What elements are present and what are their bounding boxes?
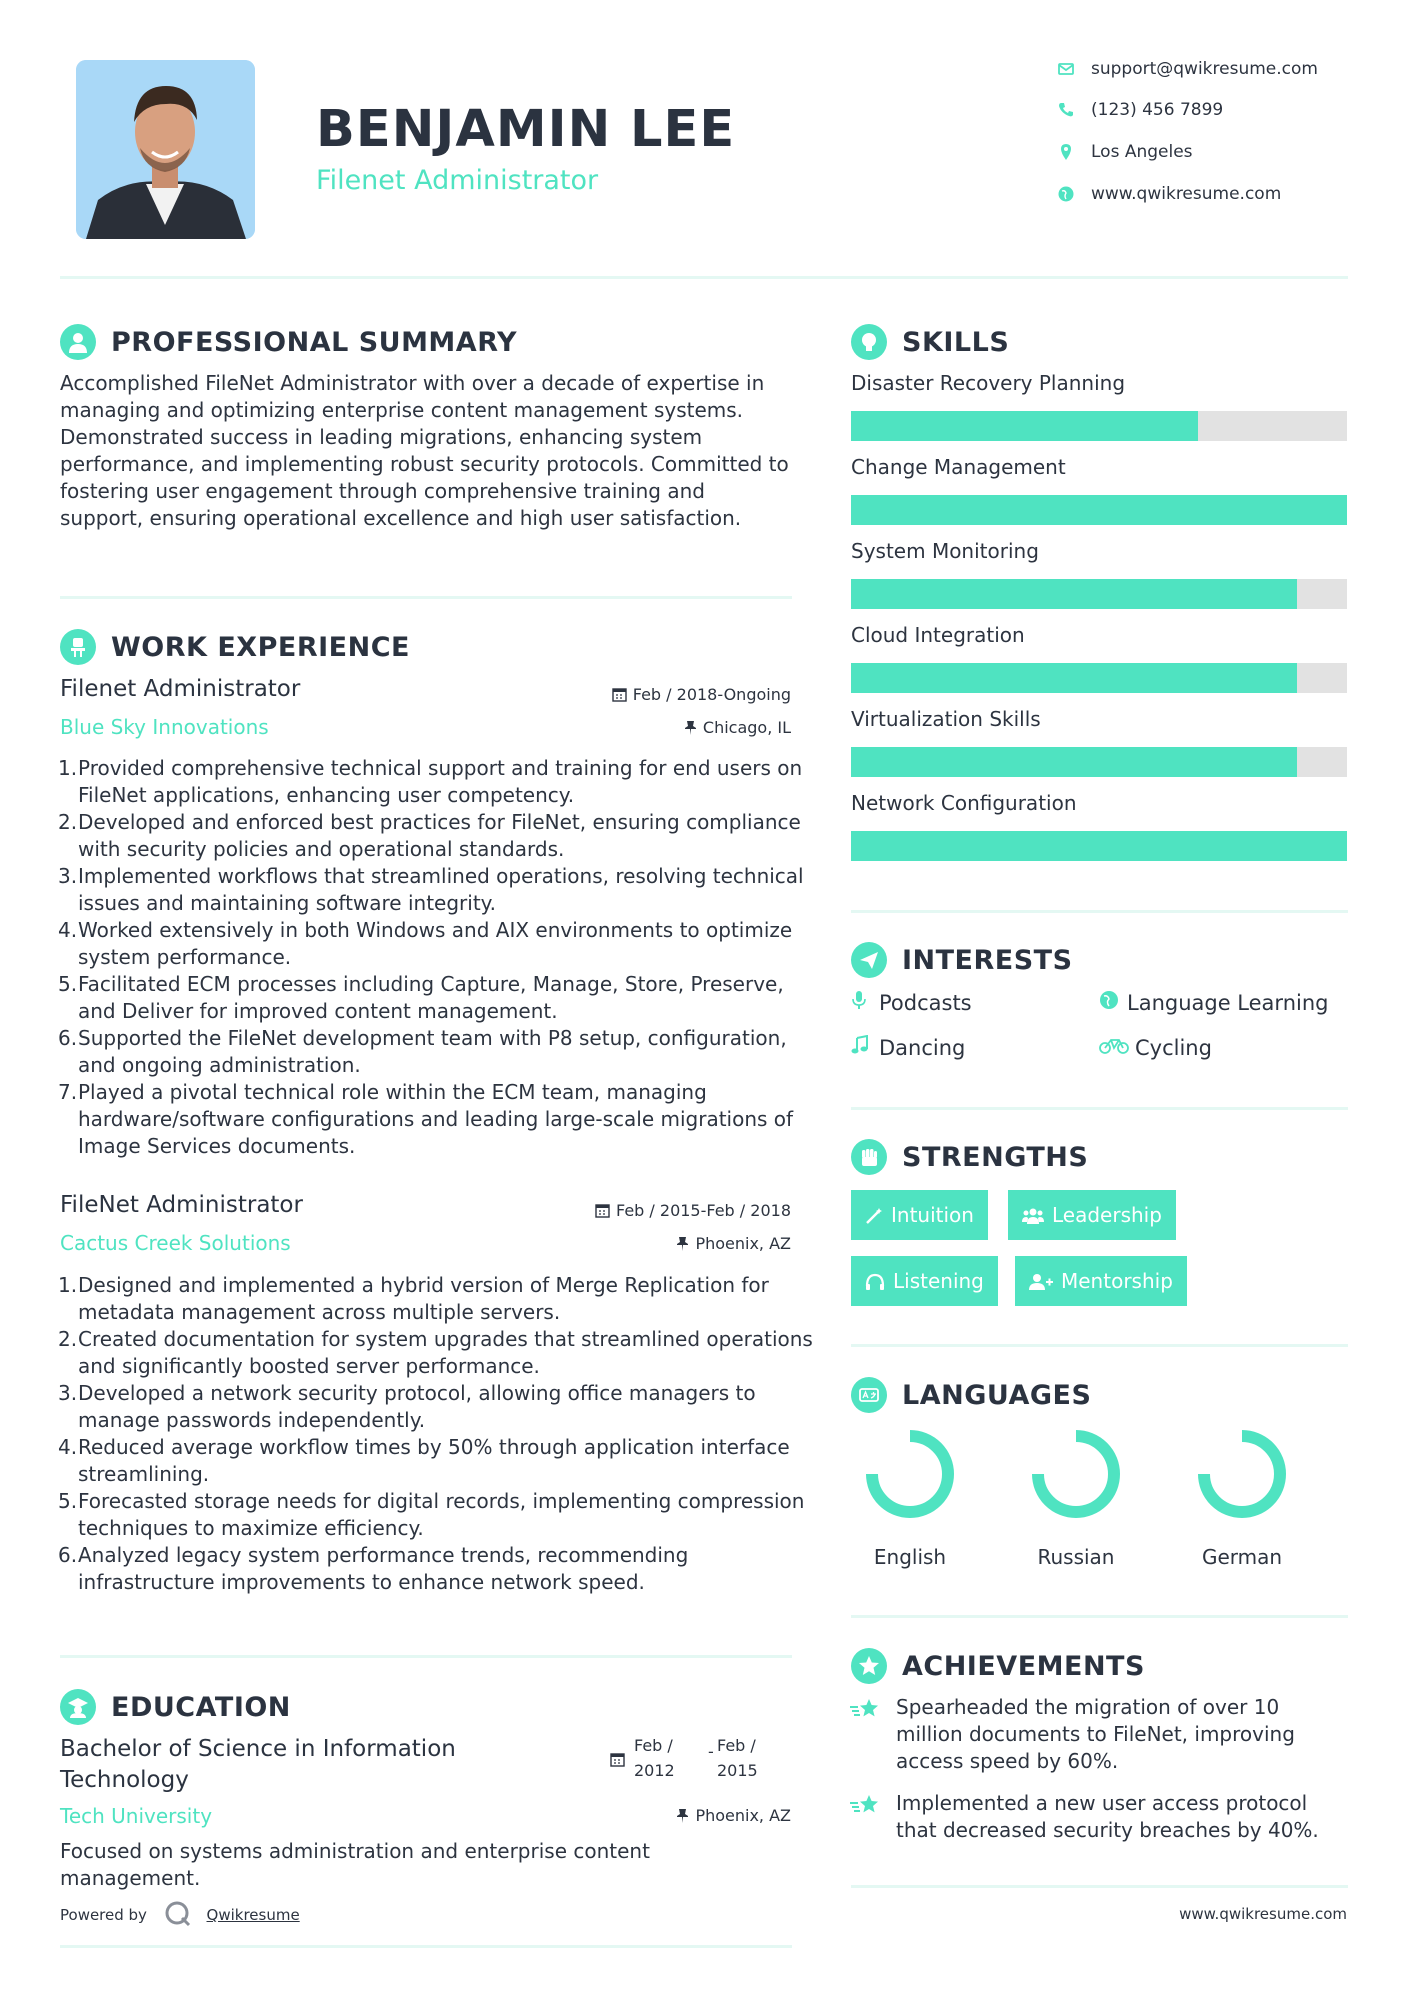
skills-section-icon (851, 324, 887, 360)
globe-icon (1057, 185, 1075, 203)
languages-divider (851, 1615, 1348, 1618)
skill-item (851, 538, 1347, 609)
skill-bar-fill (851, 495, 1347, 525)
job-2-dates (595, 1200, 791, 1222)
job-2-location-text: Phoenix, AZ (695, 1234, 791, 1253)
footer-url[interactable]: www.qwikresume.com (1179, 1905, 1347, 1923)
interest-item (1099, 1034, 1212, 1062)
education-location-text: Phoenix, AZ (695, 1806, 791, 1825)
interest-item (851, 989, 972, 1017)
education-school: Tech University (60, 1804, 213, 1828)
contact-email-text: support@qwikresume.com (1091, 59, 1318, 79)
strength-badge (1008, 1190, 1176, 1240)
chair-icon (67, 636, 89, 658)
job-2-dates-text: Feb / 2015-Feb / 2018 (616, 1201, 791, 1220)
experience-heading: WORK EXPERIENCE (111, 632, 410, 663)
summary-heading: PROFESSIONAL SUMMARY (111, 327, 518, 358)
magic-wand-icon (865, 1207, 883, 1225)
calendar-icon (595, 1203, 610, 1218)
language-gauge-arc (1038, 1436, 1114, 1512)
shooting-star-icon (849, 1793, 883, 1819)
skill-item (851, 370, 1347, 441)
strength-badge (851, 1256, 998, 1306)
qwikresume-logo-icon (164, 1900, 192, 1928)
strengths-heading: STRENGTHS (902, 1142, 1089, 1173)
header-divider (60, 276, 1348, 279)
pushpin-icon (684, 720, 697, 735)
job-1-dates-text: Feb / 2018-Ongoing (632, 685, 791, 704)
user-icon (67, 331, 89, 353)
summary-divider (60, 596, 792, 599)
skill-item (851, 706, 1347, 777)
education-location (676, 1805, 791, 1827)
contact-phone-text: (123) 456 7899 (1091, 100, 1224, 120)
job-1-duty: Played a pivotal technical role within the ECM team, managing hardware/software configurations and leading large-scale migrations of Image Services documents. (78, 1080, 794, 1158)
pushpin-icon (676, 1808, 689, 1823)
job-2-duty: Analyzed legacy system performance trends, recommending infrastructure improvements to enhance network speed. (78, 1543, 689, 1594)
strength-label: Leadership (1052, 1203, 1162, 1227)
envelope-icon (1057, 60, 1075, 78)
interests-section-icon (851, 942, 887, 978)
skill-item (851, 790, 1347, 861)
job-2-duty: Forecasted storage needs for digital records, implementing compression techniques to maximize efficiency. (78, 1489, 805, 1540)
achievement-text: Spearheaded the migration of over 10 million documents to FileNet, improving access speed by 60%. (896, 1695, 1295, 1773)
language-name: English (873, 1545, 947, 1569)
strengths-divider (851, 1344, 1348, 1347)
achievements-divider (851, 1885, 1348, 1888)
language-card-icon (858, 1384, 880, 1406)
phone-icon (1057, 101, 1075, 119)
job-1-duty: Implemented workflows that streamlined operations, resolving technical issues and maintaining software integrity. (78, 864, 804, 915)
job-1-location-text: Chicago, IL (702, 718, 791, 737)
powered-by-label: Powered by (60, 1906, 147, 1924)
contact-website-text: www.qwikresume.com (1091, 184, 1282, 204)
skill-bar-fill (851, 579, 1297, 609)
skill-name: Network Configuration (851, 791, 1077, 815)
globe-icon (1099, 990, 1119, 1010)
job-2-company: Cactus Creek Solutions (60, 1231, 291, 1255)
language-gauge-arc (872, 1436, 948, 1512)
strength-badge (851, 1190, 988, 1240)
skill-name: Virtualization Skills (851, 707, 1041, 731)
candidate-title: Filenet Administrator (316, 165, 599, 196)
job-2-duty: Developed a network security protocol, allowing office managers to manage passwords independently. (78, 1381, 756, 1432)
education-section-icon (60, 1689, 96, 1725)
job-1-duty: Provided comprehensive technical support and training for end users on FileNet applications, enhancing user competency. (78, 756, 803, 807)
summary-section-icon (60, 324, 96, 360)
microphone-icon (851, 990, 867, 1010)
achievement-star-icon (849, 1697, 883, 1727)
headphones-icon (865, 1273, 885, 1291)
summary-text: Accomplished FileNet Administrator with over a decade of expertise in managing and optimizing enterprise content management systems. Demonstrated success in leading migrations, enhancing system performance, and implementing robust security protocols. Committed to fostering user engagement through comprehensive training and support, ensuring operational excellence and high user satisfaction. (60, 371, 789, 530)
skill-bar (851, 495, 1347, 525)
education-end-month: Feb / (717, 1736, 756, 1755)
job-1-location (684, 717, 791, 739)
skill-name: Change Management (851, 455, 1066, 479)
education-end-year: 2015 (717, 1761, 758, 1780)
powered-by[interactable] (60, 1900, 300, 1928)
fist-icon (858, 1146, 880, 1168)
paper-plane-icon (858, 949, 880, 971)
graduate-icon (67, 1696, 89, 1718)
languages-section-icon (851, 1377, 887, 1413)
strength-label: Intuition (891, 1203, 974, 1227)
strength-label: Mentorship (1061, 1269, 1173, 1293)
contact-location-text: Los Angeles (1091, 142, 1193, 162)
job-1-duties (60, 755, 818, 1160)
skills-list (851, 370, 1347, 874)
interest-label: Cycling (1135, 1036, 1212, 1060)
calendar-icon (612, 687, 627, 702)
language-gauge-arc (1204, 1436, 1280, 1512)
strengths-section-icon (851, 1139, 887, 1175)
profile-photo (76, 60, 255, 239)
candidate-name: BENJAMIN LEE (316, 100, 736, 159)
user-plus-icon (1029, 1273, 1053, 1291)
job-1-duty: Worked extensively in both Windows and AIX environments to optimize system performance. (78, 918, 793, 969)
interest-label: Podcasts (879, 991, 972, 1015)
skill-bar-fill (851, 747, 1297, 777)
job-1-duty: Developed and enforced best practices for FileNet, ensuring compliance with security policies and operational standards. (78, 810, 801, 861)
skills-divider (851, 910, 1348, 913)
users-icon (1022, 1207, 1044, 1225)
education-dates (610, 1735, 790, 1783)
interest-label: Language Learning (1127, 991, 1329, 1015)
education-degree: Bachelor of Science in Information Technology (60, 1736, 456, 1793)
job-1-title: Filenet Administrator (60, 676, 301, 702)
strength-label: Listening (893, 1269, 984, 1293)
achievement-star-icon (849, 1793, 883, 1823)
achievements-section-icon (851, 1648, 887, 1684)
footer-divider-left (60, 1945, 792, 1948)
bicycle-icon (1099, 1035, 1129, 1055)
lightbulb-icon (858, 331, 880, 353)
skill-bar (851, 663, 1347, 693)
pushpin-icon (676, 1236, 689, 1251)
interest-item (1099, 989, 1328, 1017)
strength-badge (1015, 1256, 1187, 1306)
job-1-company: Blue Sky Innovations (60, 715, 269, 739)
skill-bar (851, 411, 1347, 441)
skill-bar-fill (851, 411, 1198, 441)
skill-item (851, 622, 1347, 693)
experience-section-icon (60, 629, 96, 665)
education-date-dash: - (708, 1742, 714, 1761)
interests-divider (851, 1107, 1348, 1110)
job-2-duty: Designed and implemented a hybrid version of Merge Replication for metadata management across multiple servers. (78, 1273, 769, 1324)
skill-item (851, 454, 1347, 525)
interest-label: Dancing (879, 1036, 966, 1060)
skill-bar-fill (851, 831, 1347, 861)
achievements-heading: ACHIEVEMENTS (902, 1651, 1145, 1682)
language-name: German (1201, 1545, 1283, 1569)
powered-by-brand[interactable]: Qwikresume (206, 1906, 300, 1924)
skill-name: Cloud Integration (851, 623, 1025, 647)
location-pin-icon (1057, 143, 1075, 161)
skills-heading: SKILLS (902, 327, 1010, 358)
interests-heading: INTERESTS (902, 945, 1073, 976)
job-2-duty: Reduced average workflow times by 50% through application interface streamlining. (78, 1435, 790, 1486)
job-1-dates (612, 684, 791, 706)
job-2-location (676, 1233, 791, 1255)
skill-bar-fill (851, 663, 1297, 693)
education-heading: EDUCATION (111, 1692, 291, 1723)
skill-bar (851, 831, 1347, 861)
job-2-title: FileNet Administrator (60, 1192, 303, 1218)
job-1-duty: Facilitated ECM processes including Capture, Manage, Store, Preserve, and Deliver for improved content management. (78, 972, 784, 1023)
education-start-year: 2012 (634, 1761, 675, 1780)
education-start-month: Feb / (634, 1736, 673, 1755)
interest-item (851, 1034, 965, 1062)
job-2-duties (60, 1272, 818, 1596)
job-2-duty: Created documentation for system upgrades that streamlined operations and significantly boosted server performance. (78, 1327, 813, 1378)
experience-divider (60, 1655, 792, 1658)
job-1-duty: Supported the FileNet development team with P8 setup, configuration, and ongoing administration. (78, 1026, 787, 1077)
language-gauges (846, 1424, 1346, 1534)
achievement-text: Implemented a new user access protocol that decreased security breaches by 40%. (896, 1791, 1319, 1842)
skill-bar (851, 747, 1347, 777)
languages-heading: LANGUAGES (902, 1380, 1092, 1411)
star-icon (858, 1655, 880, 1677)
skill-name: System Monitoring (851, 539, 1039, 563)
education-description: Focused on systems administration and enterprise content management. (60, 1839, 650, 1890)
skill-bar (851, 579, 1347, 609)
shooting-star-icon (849, 1697, 883, 1723)
calendar-icon (610, 1752, 625, 1767)
skill-name: Disaster Recovery Planning (851, 371, 1126, 395)
music-note-icon (851, 1035, 869, 1055)
language-name: Russian (1037, 1545, 1115, 1569)
